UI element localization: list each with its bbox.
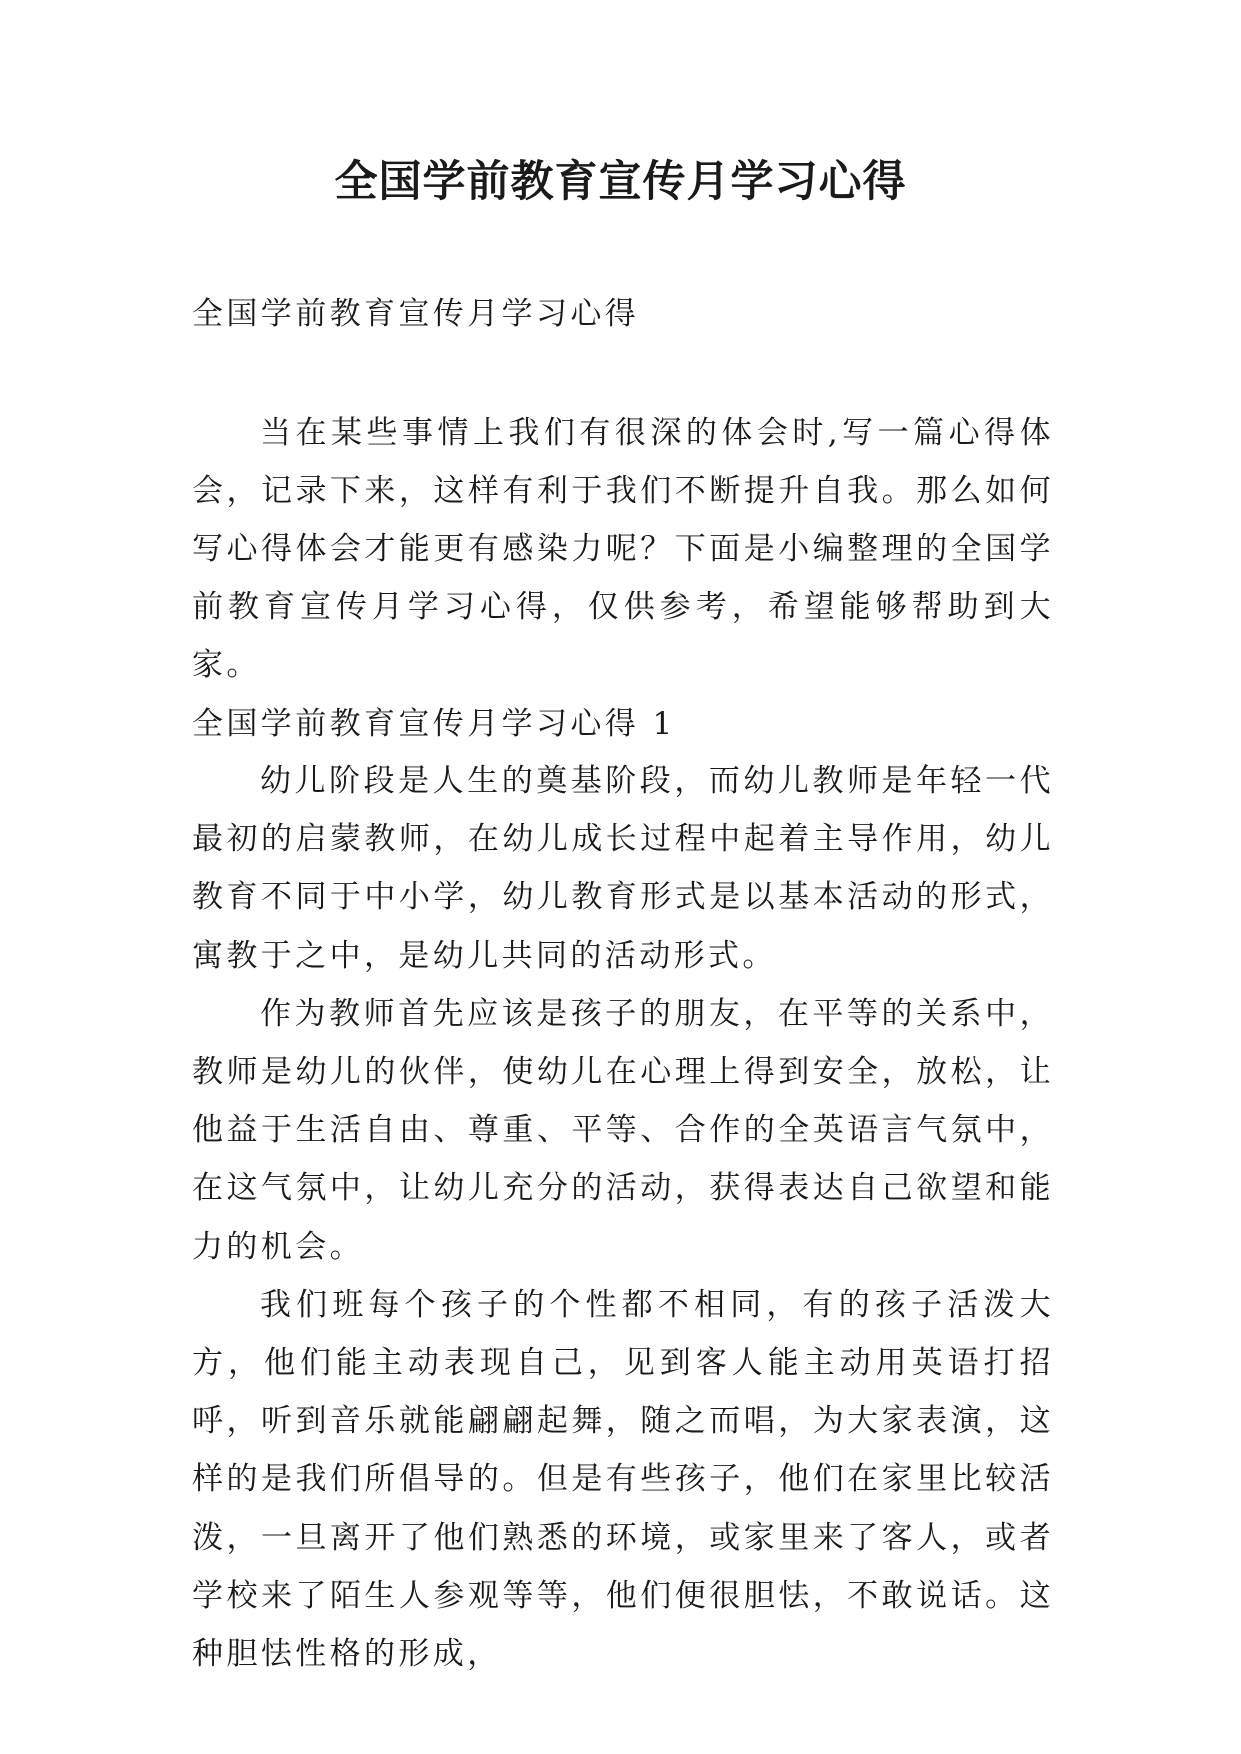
section-body xyxy=(192,752,1054,1683)
intro-paragraph: 当在某些事情上我们有很深的体会时,写一篇心得体会，记录下来，这样有利于我们不断提升自我。那么如何写心得体会才能更有感染力呢？下面是小编整理的全国学前教育宣传月学习心得，仅供参考，希望能够帮助到大家。 xyxy=(192,415,1054,683)
document-subtitle: 全国学前教育宣传月学习心得 xyxy=(192,296,640,332)
body-paragraph: 我们班每个孩子的个性都不相同，有的孩子活泼大方，他们能主动表现自己，见到客人能主动用英语打招呼，听到音乐就能翩翩起舞，随之而唱，为大家表演，这样的是我们所倡导的。但是有些孩子，他们在家里比较活泼，一旦离开了他们熟悉的环境，或家里来了客人，或者学校来了陌生人参观等等，他们便很胆怯，不敢说话。这种胆怯性格的形成， xyxy=(192,1286,1054,1673)
body-paragraph: 作为教师首先应该是孩子的朋友，在平等的关系中，教师是幼儿的伙伴，使幼儿在心理上得到安全，放松，让他益于生活自由、尊重、平等、合作的全英语言气氛中，在这气氛中，让幼儿充分的活动，获得表达自己欲望和能力的机会。 xyxy=(192,995,1054,1265)
section-heading: 全国学前教育宣传月学习心得 1 xyxy=(192,706,676,742)
body-paragraph: 幼儿阶段是人生的奠基阶段，而幼儿教师是年轻一代最初的启蒙教师，在幼儿成长过程中起着主导作用，幼儿教育不同于中小学，幼儿教育形式是以基本活动的形式，寓教于之中，是幼儿共同的活动形式。 xyxy=(192,763,1054,974)
document-title: 全国学前教育宣传月学习心得 xyxy=(334,157,907,207)
